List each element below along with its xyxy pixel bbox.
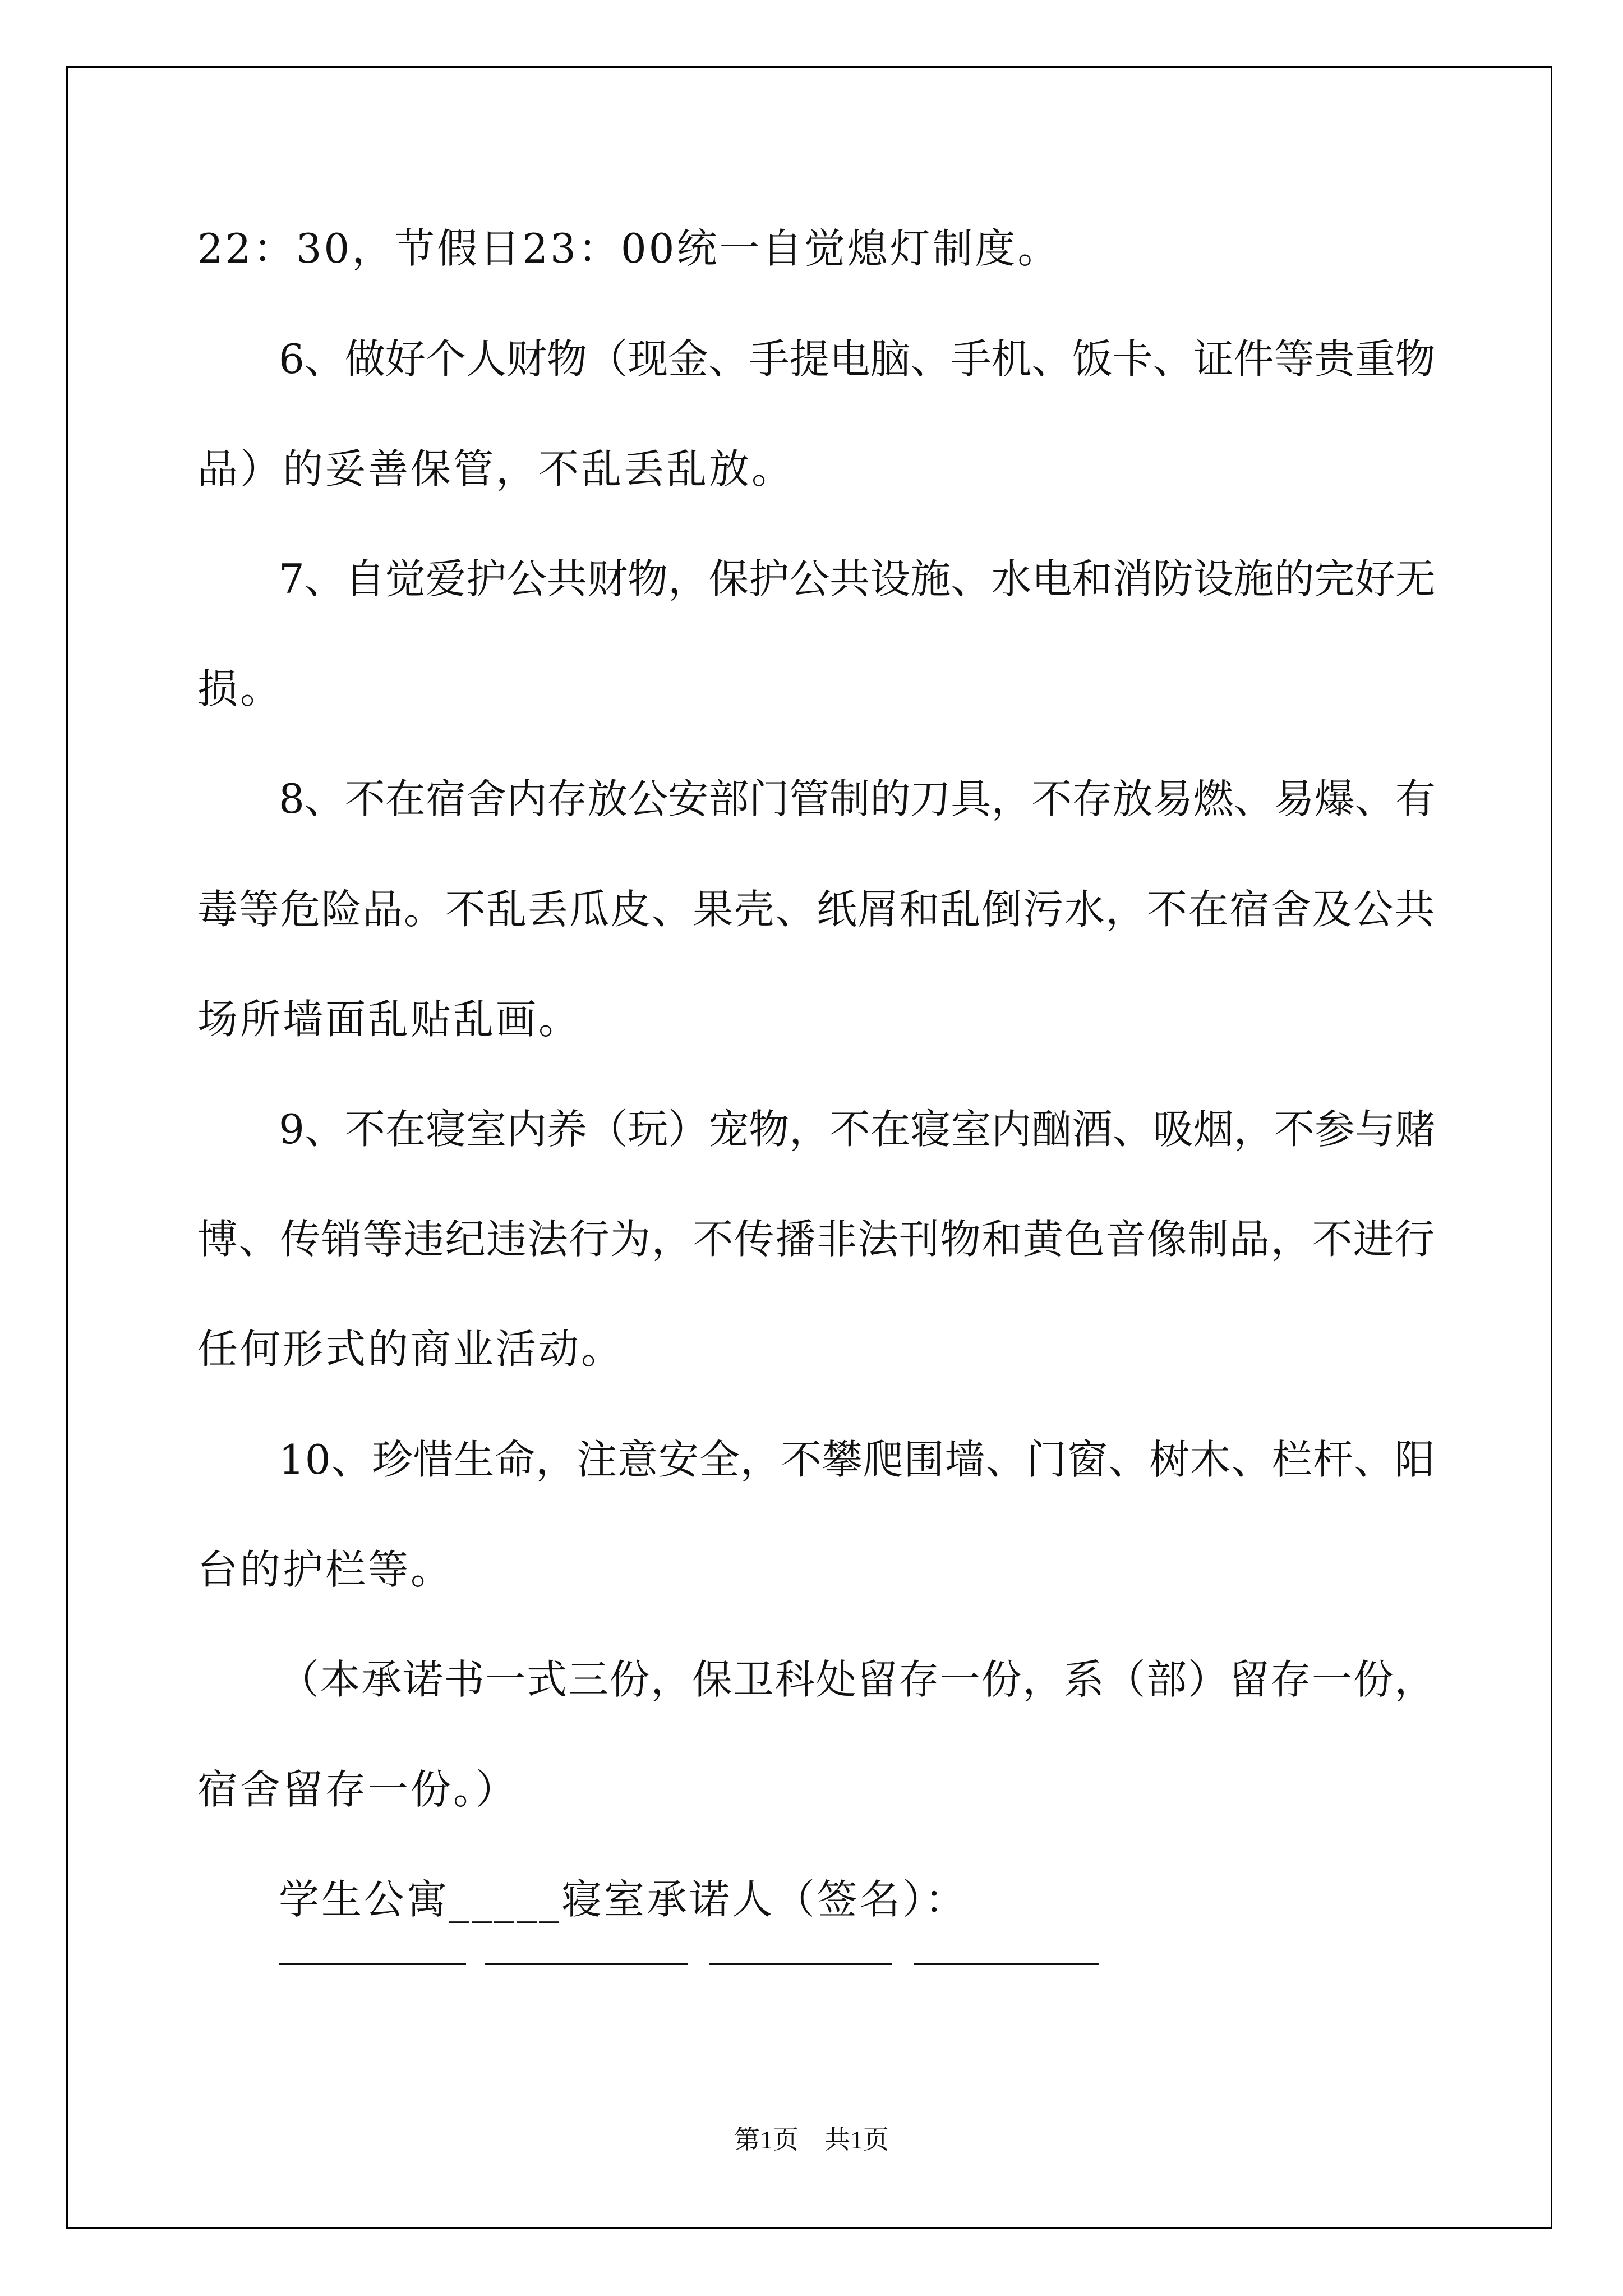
- text-line: 7、自觉爱护公共财物，保护公共设施、水电和消防设施的完好无: [279, 555, 1436, 602]
- text-line: 22：30，节假日23：00统一自觉熄灯制度。: [197, 225, 1061, 272]
- page-footer: 第1页 共1页: [734, 2125, 889, 2154]
- signature-line: [279, 1963, 466, 1965]
- text-line: 6、做好个人财物（现金、手提电脑、手机、饭卡、证件等贵重物: [279, 335, 1436, 383]
- text-line: 任何形式的商业活动。: [197, 1326, 624, 1373]
- text-line: 品）的妥善保管，不乱丢乱放。: [197, 445, 795, 493]
- text-line: （本承诺书一式三份，保卫科处留存一份，系（部）留存一份，: [279, 1656, 1436, 1703]
- text-line: 台的护栏等。: [197, 1546, 454, 1593]
- text-line: 毒等危险品。不乱丢瓜皮、果壳、纸屑和乱倒污水，不在宿舍及公共: [197, 886, 1436, 933]
- text-line: 宿舍留存一份。）: [197, 1766, 519, 1813]
- signature-line: [914, 1963, 1099, 1965]
- text-line: 10、珍惜生命，注意安全，不攀爬围墙、门窗、树木、栏杆、阳: [279, 1436, 1436, 1483]
- text-line: 博、传销等违纪违法行为，不传播非法刊物和黄色音像制品，不进行: [197, 1216, 1436, 1263]
- text-line: 9、不在寝室内养（玩）宠物，不在寝室内酗酒、吸烟，不参与赌: [279, 1106, 1436, 1153]
- text-line: 8、不在宿舍内存放公安部门管制的刀具，不存放易燃、易爆、有: [279, 775, 1436, 822]
- signature-line: [485, 1963, 688, 1965]
- text-line: 场所墙面乱贴乱画。: [197, 996, 582, 1043]
- signature-prompt: 学生公寓_____寝室承诺人（签名）：: [279, 1876, 968, 1923]
- signature-line: [709, 1963, 892, 1965]
- text-line: 损。: [197, 665, 283, 712]
